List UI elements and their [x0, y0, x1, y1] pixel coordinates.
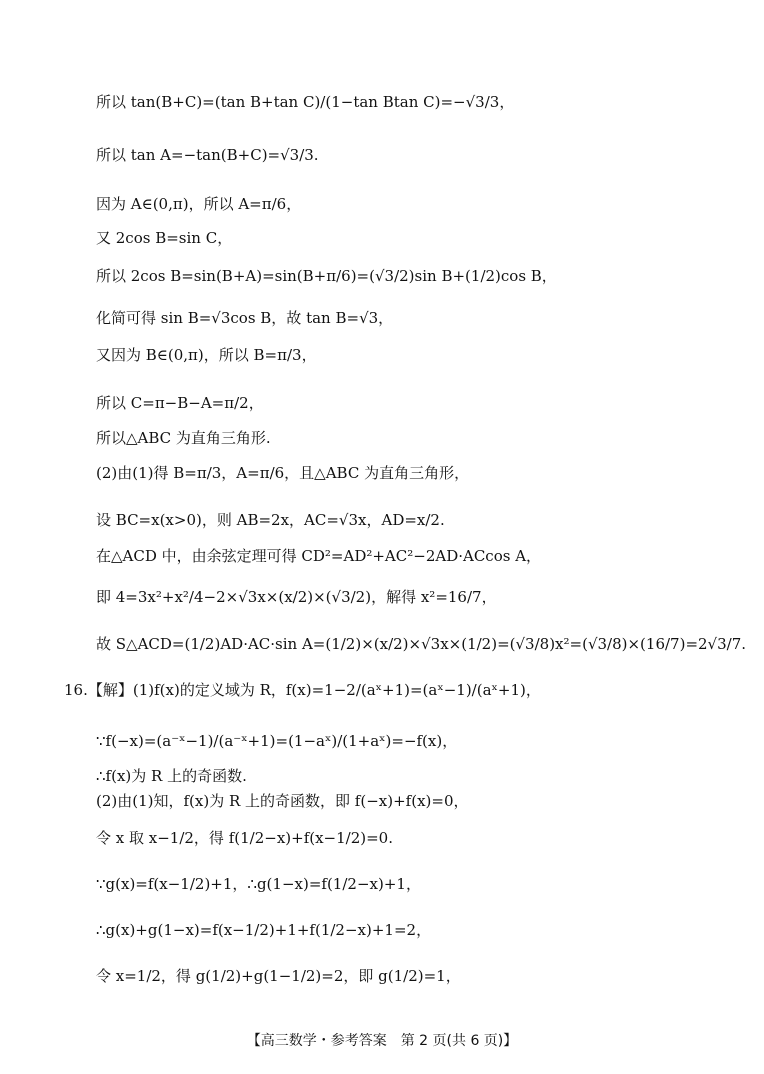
- line-16: ∵f(−x)=(a⁻ˣ−1)/(a⁻ˣ+1)=(1−aˣ)/(1+aˣ)=−f(x)，: [96, 732, 458, 750]
- line-15: 16.【解】(1)f(x)的定义域为 R，f(x)=1−2/(aˣ+1)=(aˣ−1)/(aˣ+1)，: [64, 681, 541, 699]
- line-5: 所以 2cos B=sin(B+A)=sin(B+π/6)=(√3/2)sin B+(1/2)cos B，: [96, 267, 557, 285]
- line-7: 又因为 B∈(0,π)，所以 B=π/3，: [96, 346, 317, 364]
- line-22: 令 x=1/2，得 g(1/2)+g(1−1/2)=2，即 g(1/2)=1，: [96, 967, 461, 985]
- line-3: 因为 A∈(0,π)，所以 A=π/6，: [96, 195, 302, 213]
- line-10: (2)由(1)得 B=π/3，A=π/6，且△ABC 为直角三角形，: [96, 464, 470, 482]
- line-4: 又 2cos B=sin C，: [96, 229, 233, 247]
- line-9: 所以△ABC 为直角三角形.: [96, 429, 271, 447]
- line-2: 所以 tan A=−tan(B+C)=√3/3.: [96, 146, 319, 164]
- line-18: (2)由(1)知，f(x)为 R 上的奇函数，即 f(−x)+f(x)=0，: [96, 792, 469, 810]
- line-19: 令 x 取 x−1/2，得 f(1/2−x)+f(x−1/2)=0.: [96, 829, 393, 847]
- line-8: 所以 C=π−B−A=π/2，: [96, 394, 264, 412]
- line-14: 故 S△ACD=(1/2)AD·AC·sin A=(1/2)×(x/2)×√3x×(1/2)=(√3/8)x²=(√3/8)×(16/7)=2√3/7.: [96, 635, 747, 653]
- line-21: ∴g(x)+g(1−x)=f(x−1/2)+1+f(1/2−x)+1=2，: [96, 921, 432, 939]
- line-12: 在△ACD 中，由余弦定理可得 CD²=AD²+AC²−2AD·ACcos A，: [96, 547, 542, 565]
- line-11: 设 BC=x(x>0)，则 AB=2x，AC=√3x，AD=x/2.: [96, 511, 445, 529]
- line-6: 化简可得 sin B=√3cos B，故 tan B=√3，: [96, 309, 394, 327]
- page-footer: 【高三数学・参考答案 第 2 页(共 6 页)】: [246, 1033, 518, 1049]
- line-17: ∴f(x)为 R 上的奇函数.: [96, 767, 247, 785]
- line-20: ∵g(x)=f(x−1/2)+1，∴g(1−x)=f(1/2−x)+1，: [96, 875, 421, 893]
- line-13: 即 4=3x²+x²/4−2×√3x×(x/2)×(√3/2)，解得 x²=16/7，: [96, 588, 497, 606]
- line-1: 所以 tan(B+C)=(tan B+tan C)/(1−tan Btan C)=−√3/3，: [96, 93, 515, 111]
